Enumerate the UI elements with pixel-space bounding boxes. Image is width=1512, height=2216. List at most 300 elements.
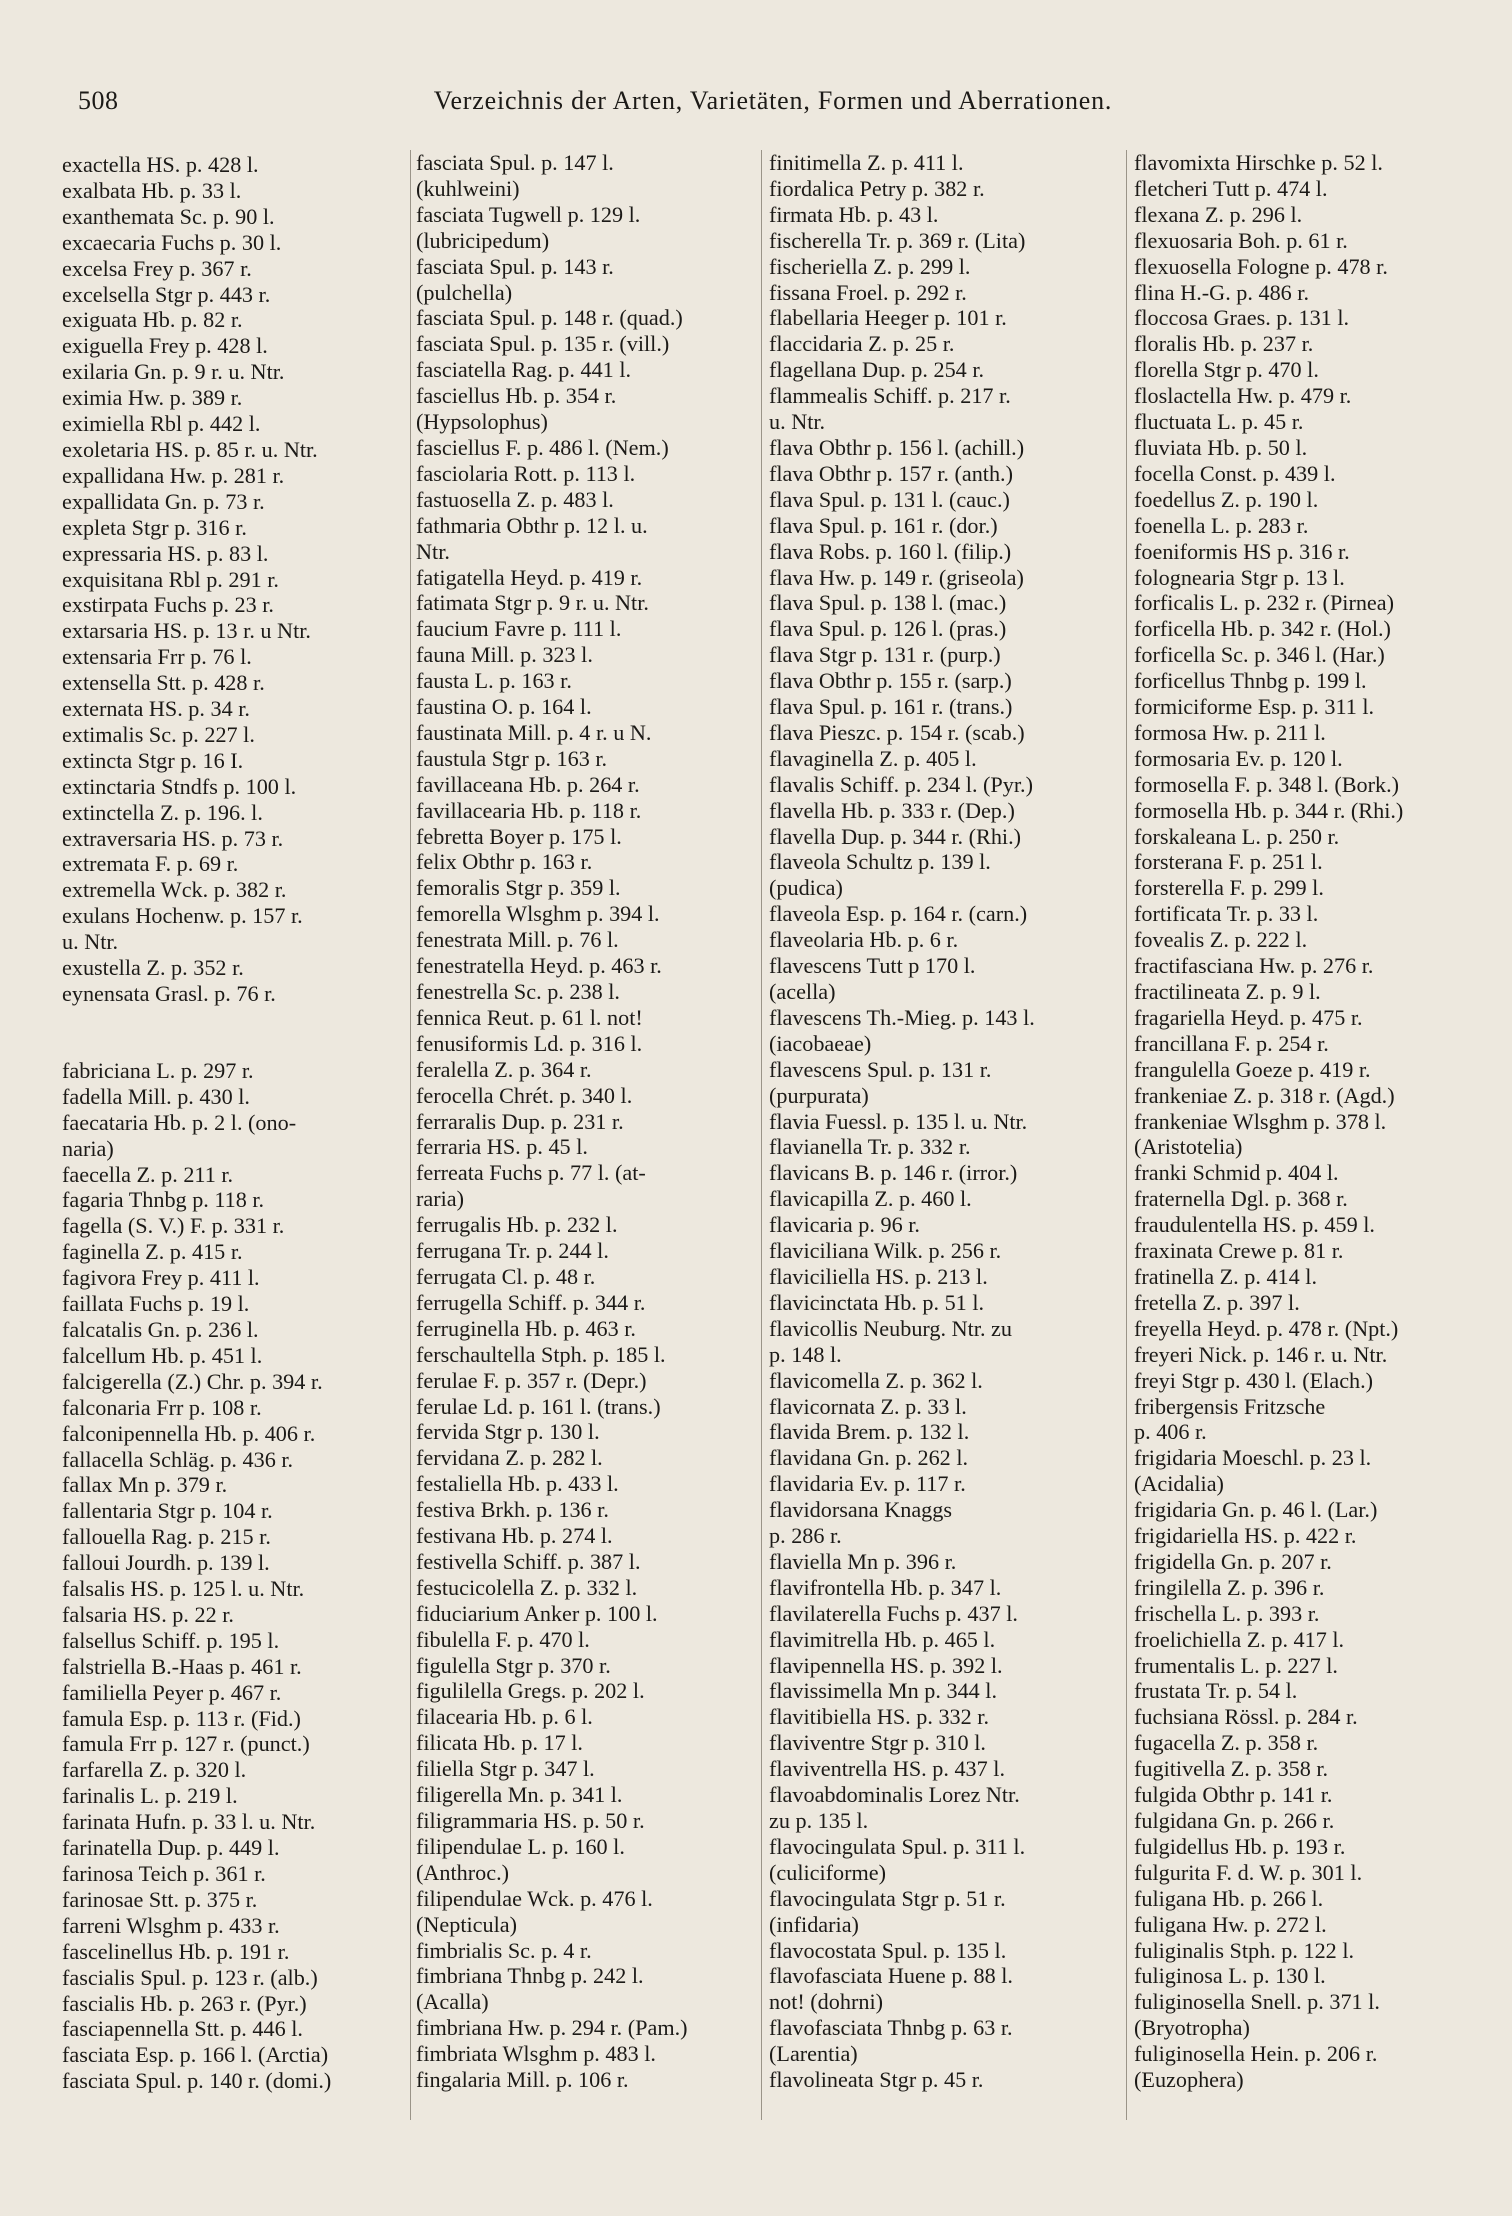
index-entry: (Euzophera) bbox=[1134, 2067, 1244, 2093]
index-entry: fibulella F. p. 470 l. bbox=[416, 1626, 590, 1652]
index-entry: flava Spul. p. 138 l. (mac.) bbox=[769, 590, 1007, 616]
index-entry: flavella Hb. p. 333 r. (Dep.) bbox=[769, 797, 1015, 823]
index-entry: faucium Favre p. 111 l. bbox=[416, 616, 622, 642]
index-entry: faginella Z. p. 415 r. bbox=[62, 1239, 243, 1265]
index-entry: flavipennella HS. p. 392 l. bbox=[769, 1652, 1003, 1678]
index-entry: u. Ntr. bbox=[62, 929, 119, 955]
index-entry: festaliella Hb. p. 433 l. bbox=[416, 1471, 619, 1497]
index-entry: ferrugalis Hb. p. 232 l. bbox=[416, 1212, 618, 1238]
index-entry: formosella F. p. 348 l. (Bork.) bbox=[1134, 771, 1400, 797]
index-entry: flaviventrella HS. p. 437 l. bbox=[769, 1756, 1006, 1782]
index-entry: fausta L. p. 163 r. bbox=[416, 668, 572, 694]
index-entry: (lubricipedum) bbox=[416, 227, 550, 253]
index-entry: farfarella Z. p. 320 l. bbox=[62, 1757, 247, 1783]
index-entry: frigidariella HS. p. 422 r. bbox=[1134, 1523, 1357, 1549]
index-entry: ferreata Fuchs p. 77 l. (at- bbox=[416, 1160, 646, 1186]
index-entry: fathmaria Obthr p. 12 l. u. bbox=[416, 512, 648, 538]
index-entry: faecataria Hb. p. 2 l. (ono- bbox=[62, 1109, 297, 1135]
index-entry: p. 148 l. bbox=[769, 1341, 842, 1367]
index-entry: (Bryotropha) bbox=[1134, 2015, 1250, 2041]
index-entry: flaccidaria Z. p. 25 r. bbox=[769, 331, 955, 357]
index-entry: farinatella Dup. p. 449 l. bbox=[62, 1835, 280, 1861]
index-entry: falstriella B.-Haas p. 461 r. bbox=[62, 1653, 302, 1679]
index-entry: ferraralis Dup. p. 231 r. bbox=[416, 1108, 624, 1134]
index-entry: flava Robs. p. 160 l. (filip.) bbox=[769, 538, 1012, 564]
index-entry: fasciata Esp. p. 166 l. (Arctia) bbox=[62, 2042, 329, 2068]
index-entry: flaveolaria Hb. p. 6 r. bbox=[769, 927, 959, 953]
index-entry: exalbata Hb. p. 33 l. bbox=[62, 177, 242, 203]
index-entry: filipendulae L. p. 160 l. bbox=[416, 1833, 625, 1859]
index-entry: flexuosaria Boh. p. 61 r. bbox=[1134, 227, 1348, 253]
index-entry: ferrugana Tr. p. 244 l. bbox=[416, 1238, 609, 1264]
index-entry: fulgurita F. d. W. p. 301 l. bbox=[1134, 1859, 1363, 1885]
index-entry: farinata Hufn. p. 33 l. u. Ntr. bbox=[62, 1809, 316, 1835]
index-entry: frigidaria Moeschl. p. 23 l. bbox=[1134, 1445, 1372, 1471]
index-entry: familiella Peyer p. 467 r. bbox=[62, 1679, 282, 1705]
index-entry: fenestrella Sc. p. 238 l. bbox=[416, 979, 620, 1004]
index-entry: frumentalis L. p. 227 l. bbox=[1134, 1652, 1338, 1678]
index-entry: festucicolella Z. p. 332 l. bbox=[416, 1574, 638, 1600]
index-entry: p. 286 r. bbox=[769, 1523, 842, 1549]
index-entry: exanthemata Sc. p. 90 l. bbox=[62, 203, 275, 229]
index-entry: extinctella Z. p. 196. l. bbox=[62, 799, 263, 825]
index-entry: flaveola Esp. p. 164 r. (carn.) bbox=[769, 901, 1028, 927]
index-entry: fractilineata Z. p. 9 l. bbox=[1134, 979, 1321, 1004]
index-entry: (Nepticula) bbox=[416, 1911, 518, 1937]
index-entry: fallouella Rag. p. 215 r. bbox=[62, 1524, 271, 1550]
index-entry: fascialis Spul. p. 123 r. (alb.) bbox=[62, 1964, 318, 1990]
index-entry: flaviciliana Wilk. p. 256 r. bbox=[769, 1238, 1002, 1264]
index-entry: febretta Boyer p. 175 l. bbox=[416, 823, 622, 849]
index-entry: exactella HS. p. 428 l. bbox=[62, 152, 259, 177]
index-entry: femoralis Stgr p. 359 l. bbox=[416, 875, 621, 901]
index-entry: flabellaria Heeger p. 101 r. bbox=[769, 305, 1007, 331]
index-entry: floralis Hb. p. 237 r. bbox=[1134, 331, 1314, 357]
index-entry: not! (dohrni) bbox=[769, 1989, 883, 2015]
index-entry: foedellus Z. p. 190 l. bbox=[1134, 486, 1319, 512]
index-entry: fringilella Z. p. 396 r. bbox=[1134, 1574, 1325, 1600]
index-entry: fuchsiana Rössl. p. 284 r. bbox=[1134, 1704, 1358, 1730]
index-entry: fuligana Hw. p. 272 l. bbox=[1134, 1911, 1327, 1937]
index-entry: freyi Stgr p. 430 l. (Elach.) bbox=[1134, 1367, 1374, 1393]
index-entry: extensella Stt. p. 428 r. bbox=[62, 670, 265, 696]
index-entry: forficellus Thnbg p. 199 l. bbox=[1134, 668, 1367, 694]
index-entry: forsterana F. p. 251 l. bbox=[1134, 849, 1323, 875]
index-entry: forskaleana L. p. 250 r. bbox=[1134, 823, 1340, 849]
index-entry: flavissimella Mn p. 344 l. bbox=[769, 1678, 998, 1704]
index-entry: falconipennella Hb. p. 406 r. bbox=[62, 1420, 316, 1446]
index-entry: flavicapilla Z. p. 460 l. bbox=[769, 1186, 972, 1212]
index-entry: faecella Z. p. 211 r. bbox=[62, 1161, 234, 1187]
page-number: 508 bbox=[78, 86, 119, 115]
index-entry: falsalis HS. p. 125 l. u. Ntr. bbox=[62, 1576, 305, 1602]
index-entry: fasciata Tugwell p. 129 l. bbox=[416, 201, 641, 227]
index-entry: fallentaria Stgr p. 104 r. bbox=[62, 1498, 273, 1524]
index-entry: frigidaria Gn. p. 46 l. (Lar.) bbox=[1134, 1497, 1378, 1523]
index-entry: fretella Z. p. 397 l. bbox=[1134, 1289, 1300, 1315]
index-entry: flavicomella Z. p. 362 l. bbox=[769, 1367, 983, 1393]
index-entry: fennica Reut. p. 61 l. not! bbox=[416, 1004, 643, 1030]
index-entry: farreni Wlsghm p. 433 r. bbox=[62, 1912, 280, 1938]
index-entry: fastuosella Z. p. 483 l. bbox=[416, 486, 614, 512]
index-entry: formiciforme Esp. p. 311 l. bbox=[1134, 694, 1375, 720]
index-entry: foenella L. p. 283 r. bbox=[1134, 512, 1309, 538]
index-entry: flina H.-G. p. 486 r. bbox=[1134, 279, 1310, 305]
index-entry: fimbrialis Sc. p. 4 r. bbox=[416, 1937, 592, 1963]
index-entry: expallidana Hw. p. 281 r. bbox=[62, 462, 285, 488]
index-entry: festivella Schiff. p. 387 l. bbox=[416, 1548, 641, 1574]
index-entry: fluctuata L. p. 45 r. bbox=[1134, 409, 1304, 435]
index-entry: exustella Z. p. 352 r. bbox=[62, 955, 244, 981]
index-entry: fasciatella Rag. p. 441 l. bbox=[416, 357, 632, 383]
index-entry: flaviciliella HS. p. 213 l. bbox=[769, 1263, 988, 1289]
index-entry: fuliginosella Snell. p. 371 l. bbox=[1134, 1989, 1380, 2015]
index-entry: flava Spul. p. 161 r. (dor.) bbox=[769, 512, 998, 538]
index-entry: fasciolaria Rott. p. 113 l. bbox=[416, 460, 636, 486]
index-entry: flavaginella Z. p. 405 l. bbox=[769, 745, 977, 771]
index-entry: falcigerella (Z.) Chr. p. 394 r. bbox=[62, 1368, 323, 1394]
index-entry: (Hypsolophus) bbox=[416, 409, 548, 435]
index-entry: flavidaria Ev. p. 117 r. bbox=[769, 1471, 966, 1497]
index-entry: fabriciana L. p. 297 r. bbox=[62, 1057, 254, 1083]
index-entry: Ntr. bbox=[416, 538, 450, 564]
index-entry: filiella Stgr p. 347 l. bbox=[416, 1756, 595, 1782]
index-entry: flavocostata Spul. p. 135 l. bbox=[769, 1937, 1007, 1963]
index-entry: fasciata Spul. p. 140 r. (domi.) bbox=[62, 2068, 332, 2094]
index-entry: p. 406 r. bbox=[1134, 1419, 1207, 1445]
index-entry: freyeri Nick. p. 146 r. u. Ntr. bbox=[1134, 1341, 1388, 1367]
index-entry: flagellana Dup. p. 254 r. bbox=[769, 357, 985, 383]
index-entry: eximiella Rbl p. 442 l. bbox=[62, 411, 261, 437]
index-entry: flavicinctata Hb. p. 51 l. bbox=[769, 1289, 985, 1315]
index-entry: formosaria Ev. p. 120 l. bbox=[1134, 745, 1343, 771]
index-entry: extremata F. p. 69 r. bbox=[62, 851, 239, 877]
index-entry: fenestrata Mill. p. 76 l. bbox=[416, 927, 619, 953]
index-entry: fluviata Hb. p. 50 l. bbox=[1134, 434, 1308, 460]
index-column-2 bbox=[416, 150, 756, 2093]
index-entry: fervida Stgr p. 130 l. bbox=[416, 1419, 600, 1445]
index-entry: falcellum Hb. p. 451 l. bbox=[62, 1342, 263, 1368]
index-entry: floslactella Hw. p. 479 r. bbox=[1134, 383, 1352, 409]
index-entry: fugacella Z. p. 358 r. bbox=[1134, 1730, 1319, 1756]
column-divider bbox=[1126, 150, 1127, 2120]
index-entry: u. Ntr. bbox=[769, 409, 826, 435]
index-entry: flavifrontella Hb. p. 347 l. bbox=[769, 1574, 1002, 1600]
index-entry: flava Spul. p. 126 l. (pras.) bbox=[769, 616, 1007, 642]
index-entry: exoletaria HS. p. 85 r. u. Ntr. bbox=[62, 436, 318, 462]
index-entry: flavoabdominalis Lorez Ntr. bbox=[769, 1782, 1020, 1808]
index-entry: franki Schmid p. 404 l. bbox=[1134, 1160, 1339, 1186]
index-entry: famula Esp. p. 113 r. (Fid.) bbox=[62, 1705, 301, 1731]
index-entry: fovealis Z. p. 222 l. bbox=[1134, 927, 1308, 953]
index-entry: ferrugella Schiff. p. 344 r. bbox=[416, 1289, 646, 1315]
index-entry: extremella Wck. p. 382 r. bbox=[62, 877, 287, 903]
index-entry: (Larentia) bbox=[769, 2041, 858, 2067]
index-entry: figulilella Gregs. p. 202 l. bbox=[416, 1678, 645, 1704]
index-entry: frigidella Gn. p. 207 r. bbox=[1134, 1548, 1332, 1574]
index-entry: fimbriana Thnbg p. 242 l. bbox=[416, 1963, 644, 1989]
index-entry: (purpurata) bbox=[769, 1082, 869, 1108]
index-entry: focella Const. p. 439 l. bbox=[1134, 460, 1336, 486]
index-entry: fischerella Tr. p. 369 r. (Lita) bbox=[769, 227, 1026, 253]
index-entry: falsellus Schiff. p. 195 l. bbox=[62, 1627, 280, 1653]
index-entry: exstirpata Fuchs p. 23 r. bbox=[62, 592, 274, 618]
index-entry: farinosae Stt. p. 375 r. bbox=[62, 1886, 258, 1912]
index-entry: fuliginalis Stph. p. 122 l. bbox=[1134, 1937, 1355, 1963]
index-entry: excelsa Frey p. 367 r. bbox=[62, 255, 252, 281]
index-entry: falcatalis Gn. p. 236 l. bbox=[62, 1316, 259, 1342]
index-entry: flaveola Schultz p. 139 l. bbox=[769, 849, 991, 875]
index-entry: extincta Stgr p. 16 I. bbox=[62, 747, 244, 773]
index-entry: flava Obthr p. 155 r. (sarp.) bbox=[769, 668, 1012, 694]
index-entry: faustinata Mill. p. 4 r. u N. bbox=[416, 719, 652, 745]
index-entry: fuliginosella Hein. p. 206 r. bbox=[1134, 2041, 1378, 2067]
page-title: Verzeichnis der Arten, Varietäten, Formen und Aberrationen. bbox=[433, 86, 1113, 115]
index-entry: excaecaria Fuchs p. 30 l. bbox=[62, 229, 282, 255]
index-entry: fasciata Spul. p. 147 l. bbox=[416, 150, 614, 175]
index-entry: extraversaria HS. p. 73 r. bbox=[62, 825, 284, 851]
index-entry: fulgidana Gn. p. 266 r. bbox=[1134, 1808, 1335, 1833]
index-entry: flavia Fuessl. p. 135 l. u. Ntr. bbox=[769, 1108, 1028, 1134]
index-entry: fadella Mill. p. 430 l. bbox=[62, 1083, 250, 1109]
index-entry: flavofasciata Huene p. 88 l. bbox=[769, 1963, 1013, 1989]
index-entry: flaviella Mn p. 396 r. bbox=[769, 1548, 957, 1574]
index-entry: fimbriana Hw. p. 294 r. (Pam.) bbox=[416, 2015, 688, 2041]
index-entry: expallidata Gn. p. 73 r. bbox=[62, 488, 265, 514]
index-entry: eynensata Grasl. p. 76 r. bbox=[62, 981, 276, 1006]
index-entry: femorella Wlsghm p. 394 l. bbox=[416, 901, 660, 927]
index-entry: externata HS. p. 34 r. bbox=[62, 696, 250, 722]
index-entry: zu p. 135 l. bbox=[769, 1808, 869, 1833]
index-entry: filicata Hb. p. 17 l. bbox=[416, 1730, 583, 1756]
index-entry: flavicollis Neuburg. Ntr. zu bbox=[769, 1315, 1012, 1341]
index-entry: flavicans B. p. 146 r. (irror.) bbox=[769, 1160, 1018, 1186]
index-entry: fasciellus Hb. p. 354 r. bbox=[416, 383, 617, 409]
index-entry: flavidorsana Knaggs bbox=[769, 1497, 952, 1523]
index-entry: filacearia Hb. p. 6 l. bbox=[416, 1704, 593, 1730]
index-entry: francillana F. p. 254 r. bbox=[1134, 1030, 1329, 1056]
index-entry: ferschaultella Stph. p. 185 l. bbox=[416, 1341, 666, 1367]
index-entry: exiguella Frey p. 428 l. bbox=[62, 333, 268, 359]
index-entry: fortificata Tr. p. 33 l. bbox=[1134, 901, 1319, 927]
index-entry: flavella Dup. p. 344 r. (Rhi.) bbox=[769, 823, 1022, 849]
column-divider bbox=[410, 150, 411, 2120]
index-entry: flava Obthr p. 157 r. (anth.) bbox=[769, 460, 1013, 486]
index-entry: falsaria HS. p. 22 r. bbox=[62, 1601, 234, 1627]
index-entry: flava Spul. p. 131 l. (cauc.) bbox=[769, 486, 1010, 512]
index-entry: flava Obthr p. 156 l. (achill.) bbox=[769, 434, 1025, 460]
index-entry: extarsaria HS. p. 13 r. u Ntr. bbox=[62, 618, 311, 644]
index-entry: ferruginella Hb. p. 463 r. bbox=[416, 1315, 636, 1341]
index-entry: fraudulentella HS. p. 459 l. bbox=[1134, 1212, 1375, 1238]
index-entry: flavescens Th.-Mieg. p. 143 l. bbox=[769, 1004, 1035, 1030]
index-entry: (Aristotelia) bbox=[1134, 1134, 1243, 1160]
index-entry: felix Obthr p. 163 r. bbox=[416, 849, 593, 875]
index-entry: fuligana Hb. p. 266 l. bbox=[1134, 1885, 1324, 1911]
index-entry: flavofasciata Thnbg p. 63 r. bbox=[769, 2015, 1013, 2041]
index-entry: flavescens Spul. p. 131 r. bbox=[769, 1056, 992, 1082]
index-entry: (acella) bbox=[769, 979, 836, 1004]
index-entry: fasciata Spul. p. 135 r. (vill.) bbox=[416, 331, 670, 357]
index-entry: fragariella Heyd. p. 475 r. bbox=[1134, 1004, 1363, 1030]
index-entry: expressaria HS. p. 83 l. bbox=[62, 540, 269, 566]
index-entry: freyella Heyd. p. 478 r. (Npt.) bbox=[1134, 1315, 1399, 1341]
index-entry: flavida Brem. p. 132 l. bbox=[769, 1419, 970, 1445]
index-entry: fasciellus F. p. 486 l. (Nem.) bbox=[416, 434, 669, 460]
index-entry: finitimella Z. p. 411 l. bbox=[769, 150, 964, 175]
index-entry: fissana Froel. p. 292 r. bbox=[769, 279, 967, 305]
index-entry: farinalis L. p. 219 l. bbox=[62, 1783, 238, 1809]
index-entry: flaviventre Stgr p. 310 l. bbox=[769, 1730, 986, 1756]
index-entry: fascialis Hb. p. 263 r. (Pyr.) bbox=[62, 1990, 307, 2016]
index-entry: flava Spul. p. 161 r. (trans.) bbox=[769, 694, 1013, 720]
index-entry: flexuosella Fologne p. 478 r. bbox=[1134, 253, 1388, 279]
index-entry: frischella L. p. 393 r. bbox=[1134, 1600, 1320, 1626]
index-entry: (kuhlweini) bbox=[416, 175, 520, 201]
letter-gap bbox=[62, 1007, 402, 1058]
index-entry: flavalis Schiff. p. 234 l. (Pyr.) bbox=[769, 771, 1033, 797]
index-entry: flavilaterella Fuchs p. 437 l. bbox=[769, 1600, 1018, 1626]
index-entry: formosella Hb. p. 344 r. (Rhi.) bbox=[1134, 797, 1404, 823]
index-entry: (pulchella) bbox=[416, 279, 513, 305]
index-entry: falconaria Frr p. 108 r. bbox=[62, 1394, 262, 1420]
index-entry: fribergensis Fritzsche bbox=[1134, 1393, 1326, 1419]
index-entry: firmata Hb. p. 43 l. bbox=[769, 201, 939, 227]
index-entry: fingalaria Mill. p. 106 r. bbox=[416, 2067, 629, 2093]
index-entry: forficella Sc. p. 346 l. (Har.) bbox=[1134, 642, 1385, 668]
index-entry: fiduciarium Anker p. 100 l. bbox=[416, 1600, 658, 1626]
index-entry: fallacella Schläg. p. 436 r. bbox=[62, 1446, 294, 1472]
index-entry: florella Stgr p. 470 l. bbox=[1134, 357, 1319, 383]
index-entry: expleta Stgr p. 316 r. bbox=[62, 514, 247, 540]
index-entry: flavicaria p. 96 r. bbox=[769, 1212, 920, 1238]
index-entry: frankeniae Z. p. 318 r. (Agd.) bbox=[1134, 1082, 1395, 1108]
index-entry: exquisitana Rbl p. 291 r. bbox=[62, 566, 279, 592]
index-entry: flava Pieszc. p. 154 r. (scab.) bbox=[769, 719, 1025, 745]
index-entry: figulella Stgr p. 370 r. bbox=[416, 1652, 611, 1678]
index-entry: frangulella Goeze p. 419 r. bbox=[1134, 1056, 1371, 1082]
index-entry: favillaceana Hb. p. 264 r. bbox=[416, 771, 640, 797]
index-entry: fratinella Z. p. 414 l. bbox=[1134, 1263, 1317, 1289]
index-entry: fenestratella Heyd. p. 463 r. bbox=[416, 953, 662, 979]
index-entry: (Anthroc.) bbox=[416, 1859, 510, 1885]
index-entry: flavicornata Z. p. 33 l. bbox=[769, 1393, 967, 1419]
index-entry: festiva Brkh. p. 136 r. bbox=[416, 1497, 609, 1523]
index-column-3 bbox=[769, 150, 1109, 2093]
index-entry: (Acidalia) bbox=[1134, 1471, 1224, 1497]
index-entry: eximia Hw. p. 389 r. bbox=[62, 385, 243, 411]
index-entry: forficalis L. p. 232 r. (Pirnea) bbox=[1134, 590, 1395, 616]
index-entry: foeniformis HS p. 316 r. bbox=[1134, 538, 1350, 564]
index-entry: formosa Hw. p. 211 l. bbox=[1134, 719, 1326, 745]
index-entry: fatigatella Heyd. p. 419 r. bbox=[416, 564, 643, 590]
index-entry: fallax Mn p. 379 r. bbox=[62, 1472, 228, 1498]
index-entry: exilaria Gn. p. 9 r. u. Ntr. bbox=[62, 359, 285, 385]
index-entry: flava Hw. p. 149 r. (griseola) bbox=[769, 564, 1024, 590]
index-entry: excelsella Stgr p. 443 r. bbox=[62, 281, 271, 307]
index-entry: (infidaria) bbox=[769, 1911, 859, 1937]
index-entry: fatimata Stgr p. 9 r. u. Ntr. bbox=[416, 590, 649, 616]
index-entry: flexana Z. p. 296 l. bbox=[1134, 201, 1303, 227]
index-entry: (pudica) bbox=[769, 875, 843, 901]
index-entry: naria) bbox=[62, 1135, 114, 1161]
index-entry: filigerella Mn. p. 341 l. bbox=[416, 1782, 623, 1808]
index-entry: ferulae F. p. 357 r. (Depr.) bbox=[416, 1367, 647, 1393]
index-entry: flavimitrella Hb. p. 465 l. bbox=[769, 1626, 996, 1652]
index-entry: fulgida Obthr p. 141 r. bbox=[1134, 1782, 1333, 1808]
index-entry: flammealis Schiff. p. 217 r. bbox=[769, 383, 1011, 409]
index-entry: frankeniae Wlsghm p. 378 l. bbox=[1134, 1108, 1387, 1134]
index-column-1 bbox=[62, 152, 402, 2094]
index-entry: faillata Fuchs p. 19 l. bbox=[62, 1291, 250, 1317]
index-entry: extimalis Sc. p. 227 l. bbox=[62, 721, 255, 747]
index-entry: feralella Z. p. 364 r. bbox=[416, 1056, 592, 1082]
index-entry: flavidana Gn. p. 262 l. bbox=[769, 1445, 969, 1471]
index-entry: fenusiformis Ld. p. 316 l. bbox=[416, 1030, 643, 1056]
index-entry: flavocingulata Stgr p. 51 r. bbox=[769, 1885, 1006, 1911]
index-entry: fletcheri Tutt p. 474 l. bbox=[1134, 175, 1328, 201]
index-entry: farinosa Teich p. 361 r. bbox=[62, 1861, 266, 1886]
index-entry: flavocingulata Spul. p. 311 l. bbox=[769, 1833, 1026, 1859]
index-entry: fagaria Thnbg p. 118 r. bbox=[62, 1187, 265, 1213]
index-entry: flava Stgr p. 131 r. (purp.) bbox=[769, 642, 1001, 668]
index-entry: faustula Stgr p. 163 r. bbox=[416, 745, 608, 771]
index-entry: fasciata Spul. p. 148 r. (quad.) bbox=[416, 305, 683, 331]
index-entry: fractifasciana Hw. p. 276 r. bbox=[1134, 953, 1374, 979]
index-entry: flavomixta Hirschke p. 52 l. bbox=[1134, 150, 1383, 175]
index-entry: ferrugata Cl. p. 48 r. bbox=[416, 1263, 596, 1289]
index-entry: ferocella Chrét. p. 340 l. bbox=[416, 1082, 633, 1108]
index-entry: fuliginosa L. p. 130 l. bbox=[1134, 1963, 1326, 1989]
page-header bbox=[78, 86, 1468, 126]
index-entry: fasciapennella Stt. p. 446 l. bbox=[62, 2016, 303, 2042]
index-entry: favillacearia Hb. p. 118 r. bbox=[416, 797, 642, 823]
index-entry: ferulae Ld. p. 161 l. (trans.) bbox=[416, 1393, 661, 1419]
index-entry: flavianella Tr. p. 332 r. bbox=[769, 1134, 971, 1160]
index-entry: exiguata Hb. p. 82 r. bbox=[62, 307, 243, 333]
index-entry: festivana Hb. p. 274 l. bbox=[416, 1523, 613, 1549]
index-entry: exulans Hochenw. p. 157 r. bbox=[62, 903, 303, 929]
column-divider bbox=[761, 150, 762, 2120]
index-entry: fasciata Spul. p. 143 r. bbox=[416, 253, 614, 279]
index-entry: flavescens Tutt p 170 l. bbox=[769, 953, 976, 979]
index-entry: famula Frr p. 127 r. (punct.) bbox=[62, 1731, 310, 1757]
index-entry: forsterella F. p. 299 l. bbox=[1134, 875, 1324, 901]
index-entry: flavolineata Stgr p. 45 r. bbox=[769, 2067, 984, 2093]
index-entry: ferraria HS. p. 45 l. bbox=[416, 1134, 588, 1160]
index-entry: fimbriata Wlsghm p. 483 l. bbox=[416, 2041, 656, 2067]
index-entry: fulgidellus Hb. p. 193 r. bbox=[1134, 1833, 1346, 1859]
index-entry: fiordalica Petry p. 382 r. bbox=[769, 175, 985, 201]
index-entry: falloui Jourdh. p. 139 l. bbox=[62, 1550, 270, 1576]
index-entry: frustata Tr. p. 54 l. bbox=[1134, 1678, 1298, 1704]
index-entry: raria) bbox=[416, 1186, 465, 1212]
index-entry: fauna Mill. p. 323 l. bbox=[416, 642, 593, 668]
index-entry: (culiciforme) bbox=[769, 1859, 887, 1885]
index-entry: floccosa Graes. p. 131 l. bbox=[1134, 305, 1350, 331]
index-entry: extinctaria Stndfs p. 100 l. bbox=[62, 773, 297, 799]
index-entry: extensaria Frr p. 76 l. bbox=[62, 644, 252, 670]
index-entry: flavitibiella HS. p. 332 r. bbox=[769, 1704, 990, 1730]
index-entry: filipendulae Wck. p. 476 l. bbox=[416, 1885, 653, 1911]
index-entry: fagivora Frey p. 411 l. bbox=[62, 1265, 260, 1291]
index-entry: filigrammaria HS. p. 50 r. bbox=[416, 1808, 645, 1833]
index-entry: fagella (S. V.) F. p. 331 r. bbox=[62, 1213, 285, 1239]
index-entry: fugitivella Z. p. 358 r. bbox=[1134, 1756, 1329, 1782]
index-entry: fascelinellus Hb. p. 191 r. bbox=[62, 1938, 290, 1964]
index-entry: fraternella Dgl. p. 368 r. bbox=[1134, 1186, 1348, 1212]
index-entry: fischeriella Z. p. 299 l. bbox=[769, 253, 971, 279]
